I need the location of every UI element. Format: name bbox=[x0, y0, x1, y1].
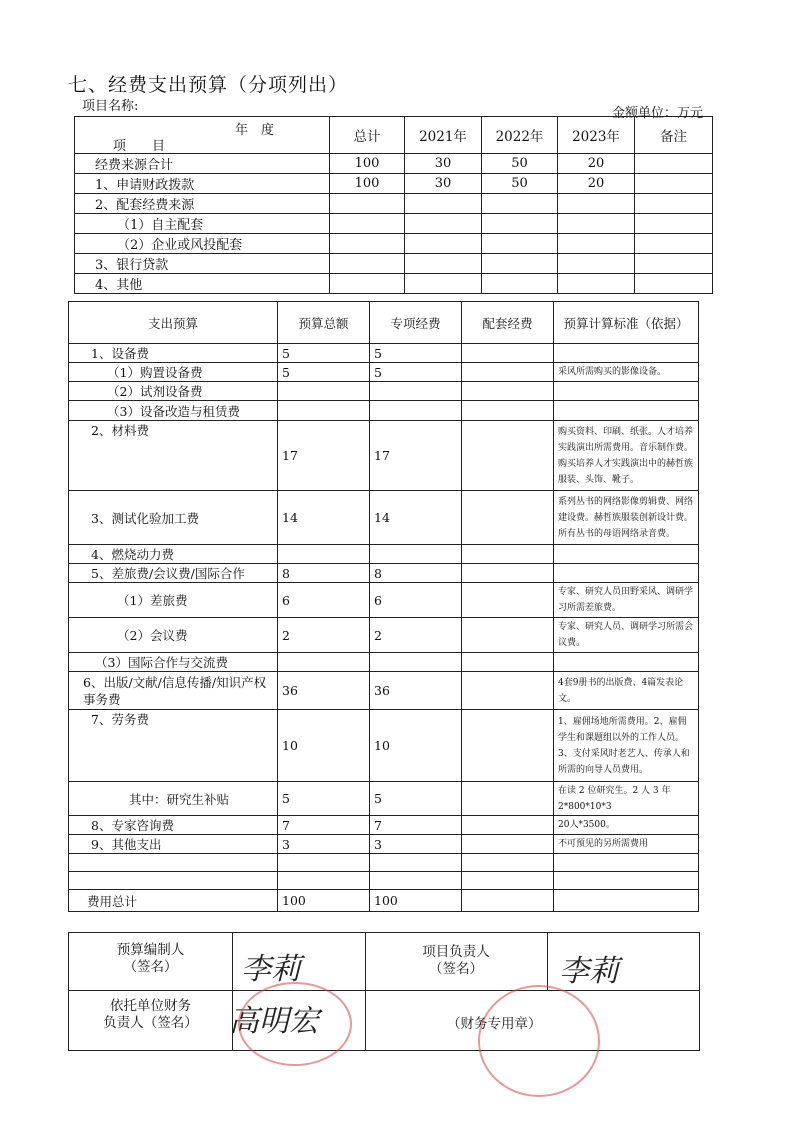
funding-cell: 100 bbox=[330, 174, 405, 194]
expense-row bbox=[69, 835, 699, 854]
funding-cell: 30 bbox=[405, 174, 482, 194]
funding-cell bbox=[635, 234, 713, 254]
expense-total-cell: 8 bbox=[278, 564, 370, 583]
expense-special-cell: 7 bbox=[370, 816, 462, 835]
expense-matching-cell bbox=[462, 816, 554, 835]
funding-cell: 100 bbox=[330, 154, 405, 174]
funding-cell bbox=[635, 194, 713, 214]
funding-cell: 50 bbox=[482, 174, 558, 194]
expense-row bbox=[69, 491, 699, 545]
expense-basis-cell bbox=[554, 653, 699, 672]
unit-label: 金额单位：万元 bbox=[612, 106, 704, 121]
funding-row bbox=[75, 154, 713, 174]
funding-cell bbox=[558, 234, 635, 254]
expense-basis-cell: 购买资料、印刷、纸张。人才培养实践演出所需费用。音乐制作费。购买培养人才实践演出中的赫哲族服装、头饰、靴子。 bbox=[554, 421, 699, 491]
expense-total-cell bbox=[278, 872, 370, 890]
funding-cell bbox=[558, 214, 635, 234]
expense-special-cell: 2 bbox=[370, 618, 462, 653]
expense-row-label: 4、燃烧动力费 bbox=[69, 545, 278, 564]
expense-row bbox=[69, 872, 699, 890]
col-matching-fund: 配套经费 bbox=[462, 302, 554, 344]
funding-cell bbox=[635, 214, 713, 234]
col-2021: 2021年 bbox=[405, 117, 482, 154]
funding-cell bbox=[330, 254, 405, 274]
expense-total-cell: 5 bbox=[278, 344, 370, 363]
expense-row bbox=[69, 545, 699, 564]
expense-row-label: （3）国际合作与交流费 bbox=[69, 653, 278, 672]
funding-cell bbox=[482, 254, 558, 274]
funding-row bbox=[75, 234, 713, 254]
expense-total-cell: 14 bbox=[278, 491, 370, 545]
expense-matching-cell bbox=[462, 564, 554, 583]
expense-total-cell bbox=[278, 653, 370, 672]
expense-special-cell: 5 bbox=[370, 363, 462, 382]
expense-matching-cell bbox=[462, 872, 554, 890]
expense-row bbox=[69, 344, 699, 363]
expense-row-label: （3）设备改造与租赁费 bbox=[69, 401, 278, 421]
leader-label: 项目负责人 （签名） bbox=[422, 944, 490, 977]
funding-row-label: 3、银行贷款 bbox=[75, 254, 330, 274]
funding-cell bbox=[635, 174, 713, 194]
expense-special-cell bbox=[370, 872, 462, 890]
expense-row bbox=[69, 564, 699, 583]
header-year-label: 年 度 bbox=[235, 123, 275, 138]
expense-total-cell: 6 bbox=[278, 583, 370, 618]
expense-matching-cell bbox=[462, 782, 554, 816]
funding-cell bbox=[558, 274, 635, 294]
funding-cell bbox=[635, 274, 713, 294]
funding-row-label: 2、配套经费来源 bbox=[75, 194, 330, 214]
expense-matching-cell bbox=[462, 382, 554, 401]
expense-budget-table bbox=[68, 301, 699, 912]
funding-row-label: 4、其他 bbox=[75, 274, 330, 294]
unit-seal-stamp bbox=[238, 982, 352, 1066]
expense-basis-cell bbox=[554, 872, 699, 890]
expense-basis-cell: 不可预见的另所需费用 bbox=[554, 835, 699, 854]
expense-total-cell: 17 bbox=[278, 421, 370, 491]
funding-cell bbox=[330, 194, 405, 214]
funding-row bbox=[75, 254, 713, 274]
expense-special-cell bbox=[370, 382, 462, 401]
expense-total-cell: 10 bbox=[278, 710, 370, 782]
col-budget-total: 预算总额 bbox=[278, 302, 370, 344]
expense-row bbox=[69, 854, 699, 872]
finance-seal-stamp bbox=[478, 985, 600, 1097]
expense-special-cell bbox=[370, 401, 462, 421]
expense-row-label: 3、测试化验加工费 bbox=[69, 491, 278, 545]
expense-matching-cell bbox=[462, 421, 554, 491]
expense-total-cell: 3 bbox=[278, 835, 370, 854]
expense-matching-cell bbox=[462, 618, 554, 653]
expense-row bbox=[69, 653, 699, 672]
expense-special-cell: 36 bbox=[370, 672, 462, 710]
expense-row-label bbox=[69, 854, 278, 872]
expense-matching-cell bbox=[462, 710, 554, 782]
expense-basis-cell: 系列丛书的网络影像剪辑费、网络建设费。赫哲族服装创新设计费。所有丛书的母语网络录音费。 bbox=[554, 491, 699, 545]
expense-row-label: 2、材料费 bbox=[69, 421, 278, 491]
expense-row-label: 费用总计 bbox=[69, 890, 278, 912]
expense-header-row bbox=[69, 302, 699, 344]
funding-row bbox=[75, 174, 713, 194]
expense-total-cell: 36 bbox=[278, 672, 370, 710]
expense-row bbox=[69, 363, 699, 382]
funding-cell bbox=[330, 274, 405, 294]
expense-total-cell bbox=[278, 382, 370, 401]
leader-signature: 李莉 bbox=[559, 954, 619, 989]
funding-cell bbox=[635, 254, 713, 274]
expense-row bbox=[69, 816, 699, 835]
expense-matching-cell bbox=[462, 401, 554, 421]
funding-row-label: 1、申请财政拨款 bbox=[75, 174, 330, 194]
expense-matching-cell bbox=[462, 363, 554, 382]
funding-cell: 20 bbox=[558, 174, 635, 194]
expense-row-label: 5、差旅费/会议费/国际合作 bbox=[69, 564, 278, 583]
funding-cell bbox=[482, 234, 558, 254]
expense-total-cell: 5 bbox=[278, 782, 370, 816]
funding-header-row bbox=[75, 117, 713, 154]
funding-cell: 30 bbox=[405, 154, 482, 174]
expense-row-label: （2）试剂设备费 bbox=[69, 382, 278, 401]
finance-signature: 高明宏 bbox=[229, 1004, 319, 1039]
expense-basis-cell bbox=[554, 382, 699, 401]
expense-total-cell: 7 bbox=[278, 816, 370, 835]
expense-row-label: 8、专家咨询费 bbox=[69, 816, 278, 835]
funding-cell bbox=[635, 154, 713, 174]
funding-cell: 20 bbox=[558, 154, 635, 174]
expense-matching-cell bbox=[462, 890, 554, 912]
expense-total-cell bbox=[278, 401, 370, 421]
funding-row-label: （1）自主配套 bbox=[75, 214, 330, 234]
expense-row bbox=[69, 382, 699, 401]
expense-total-cell: 100 bbox=[278, 890, 370, 912]
funding-row bbox=[75, 274, 713, 294]
expense-special-cell bbox=[370, 653, 462, 672]
expense-special-cell: 5 bbox=[370, 344, 462, 363]
expense-matching-cell bbox=[462, 672, 554, 710]
expense-basis-cell: 20人*3500。 bbox=[554, 816, 699, 835]
expense-basis-cell bbox=[554, 890, 699, 912]
funding-row bbox=[75, 214, 713, 234]
expense-row bbox=[69, 421, 699, 491]
expense-basis-cell bbox=[554, 344, 699, 363]
col-2023: 2023年 bbox=[558, 117, 635, 154]
finance-seal-label: （财务专用章） bbox=[447, 1016, 542, 1032]
funding-cell bbox=[482, 194, 558, 214]
funding-cell bbox=[405, 254, 482, 274]
expense-basis-cell bbox=[554, 854, 699, 872]
expense-special-cell: 6 bbox=[370, 583, 462, 618]
expense-row-label: 其中：研究生补贴 bbox=[69, 782, 278, 816]
expense-special-cell: 5 bbox=[370, 782, 462, 816]
expense-total-cell: 5 bbox=[278, 363, 370, 382]
signature-block bbox=[68, 932, 700, 1051]
expense-special-cell bbox=[370, 545, 462, 564]
funding-cell: 50 bbox=[482, 154, 558, 174]
header-item-label: 项 目 bbox=[113, 139, 166, 154]
funding-cell bbox=[405, 234, 482, 254]
expense-total-cell: 2 bbox=[278, 618, 370, 653]
expense-row-label bbox=[69, 872, 278, 890]
expense-row bbox=[69, 672, 699, 710]
col-expense-item: 支出预算 bbox=[69, 302, 278, 344]
project-name-label: 项目名称: bbox=[82, 99, 139, 114]
preparer-label: 预算编制人 （签名） bbox=[116, 942, 185, 975]
expense-basis-cell: 采风所需购买的影像设备。 bbox=[554, 363, 699, 382]
funding-cell bbox=[482, 274, 558, 294]
funding-row bbox=[75, 194, 713, 214]
expense-special-cell: 17 bbox=[370, 421, 462, 491]
col-total: 总计 bbox=[330, 117, 405, 154]
funding-row-label: 经费来源合计 bbox=[75, 154, 330, 174]
expense-special-cell: 14 bbox=[370, 491, 462, 545]
expense-special-cell bbox=[370, 854, 462, 872]
expense-row-label: 7、劳务费 bbox=[69, 710, 278, 782]
col-basis: 预算计算标准（依据） bbox=[554, 302, 699, 344]
expense-special-cell: 3 bbox=[370, 835, 462, 854]
expense-total-cell bbox=[278, 854, 370, 872]
preparer-signature: 李莉 bbox=[241, 952, 301, 987]
expense-basis-cell: 1、雇佣场地所需费用。2、雇佣学生和课题组以外的工作人员。3、支付采风时老艺人、传承人和所需的向导人员费用。 bbox=[554, 710, 699, 782]
expense-row-label: 1、设备费 bbox=[69, 344, 278, 363]
funding-cell bbox=[330, 214, 405, 234]
funding-header-corner bbox=[75, 117, 330, 154]
funding-cell bbox=[405, 214, 482, 234]
expense-row bbox=[69, 401, 699, 421]
expense-row bbox=[69, 890, 699, 912]
expense-basis-cell: 专家、研究人员田野采风、调研学习所需差旅费。 bbox=[554, 583, 699, 618]
expense-special-cell: 8 bbox=[370, 564, 462, 583]
expense-matching-cell bbox=[462, 491, 554, 545]
expense-row-label: （2）会议费 bbox=[69, 618, 278, 653]
expense-matching-cell bbox=[462, 545, 554, 564]
col-remark: 备注 bbox=[635, 117, 713, 154]
page-title: 七、经费支出预算（分项列出） bbox=[68, 74, 349, 96]
expense-matching-cell bbox=[462, 583, 554, 618]
expense-total-cell bbox=[278, 545, 370, 564]
funding-cell bbox=[558, 254, 635, 274]
funding-cell bbox=[330, 234, 405, 254]
expense-basis-cell: 4套9册书的出版费、4篇发表论文。 bbox=[554, 672, 699, 710]
expense-matching-cell bbox=[462, 854, 554, 872]
expense-basis-cell: 在读 2 位研究生。2 人 3 年 2*800*10*3 bbox=[554, 782, 699, 816]
expense-row bbox=[69, 618, 699, 653]
funding-cell bbox=[405, 194, 482, 214]
expense-row-label: 6、出版/文献/信息传播/知识产权事务费 bbox=[69, 672, 278, 710]
expense-basis-cell: 专家、研究人员、调研学习所需会议费。 bbox=[554, 618, 699, 653]
expense-row-label: （1）差旅费 bbox=[69, 583, 278, 618]
expense-matching-cell bbox=[462, 344, 554, 363]
finance-label: 依托单位财务 负责人（签名） bbox=[103, 998, 198, 1031]
funding-source-table bbox=[74, 116, 713, 294]
expense-row bbox=[69, 583, 699, 618]
funding-cell bbox=[558, 194, 635, 214]
funding-cell bbox=[405, 274, 482, 294]
funding-cell bbox=[482, 214, 558, 234]
col-special-fund: 专项经费 bbox=[370, 302, 462, 344]
expense-row bbox=[69, 710, 699, 782]
expense-row-label: 9、其他支出 bbox=[69, 835, 278, 854]
expense-special-cell: 10 bbox=[370, 710, 462, 782]
expense-special-cell: 100 bbox=[370, 890, 462, 912]
expense-basis-cell bbox=[554, 545, 699, 564]
expense-row-label: （1）购置设备费 bbox=[69, 363, 278, 382]
expense-basis-cell bbox=[554, 401, 699, 421]
expense-matching-cell bbox=[462, 835, 554, 854]
expense-row bbox=[69, 782, 699, 816]
col-2022: 2022年 bbox=[482, 117, 558, 154]
funding-row-label: （2）企业或风投配套 bbox=[75, 234, 330, 254]
expense-basis-cell bbox=[554, 564, 699, 583]
expense-matching-cell bbox=[462, 653, 554, 672]
